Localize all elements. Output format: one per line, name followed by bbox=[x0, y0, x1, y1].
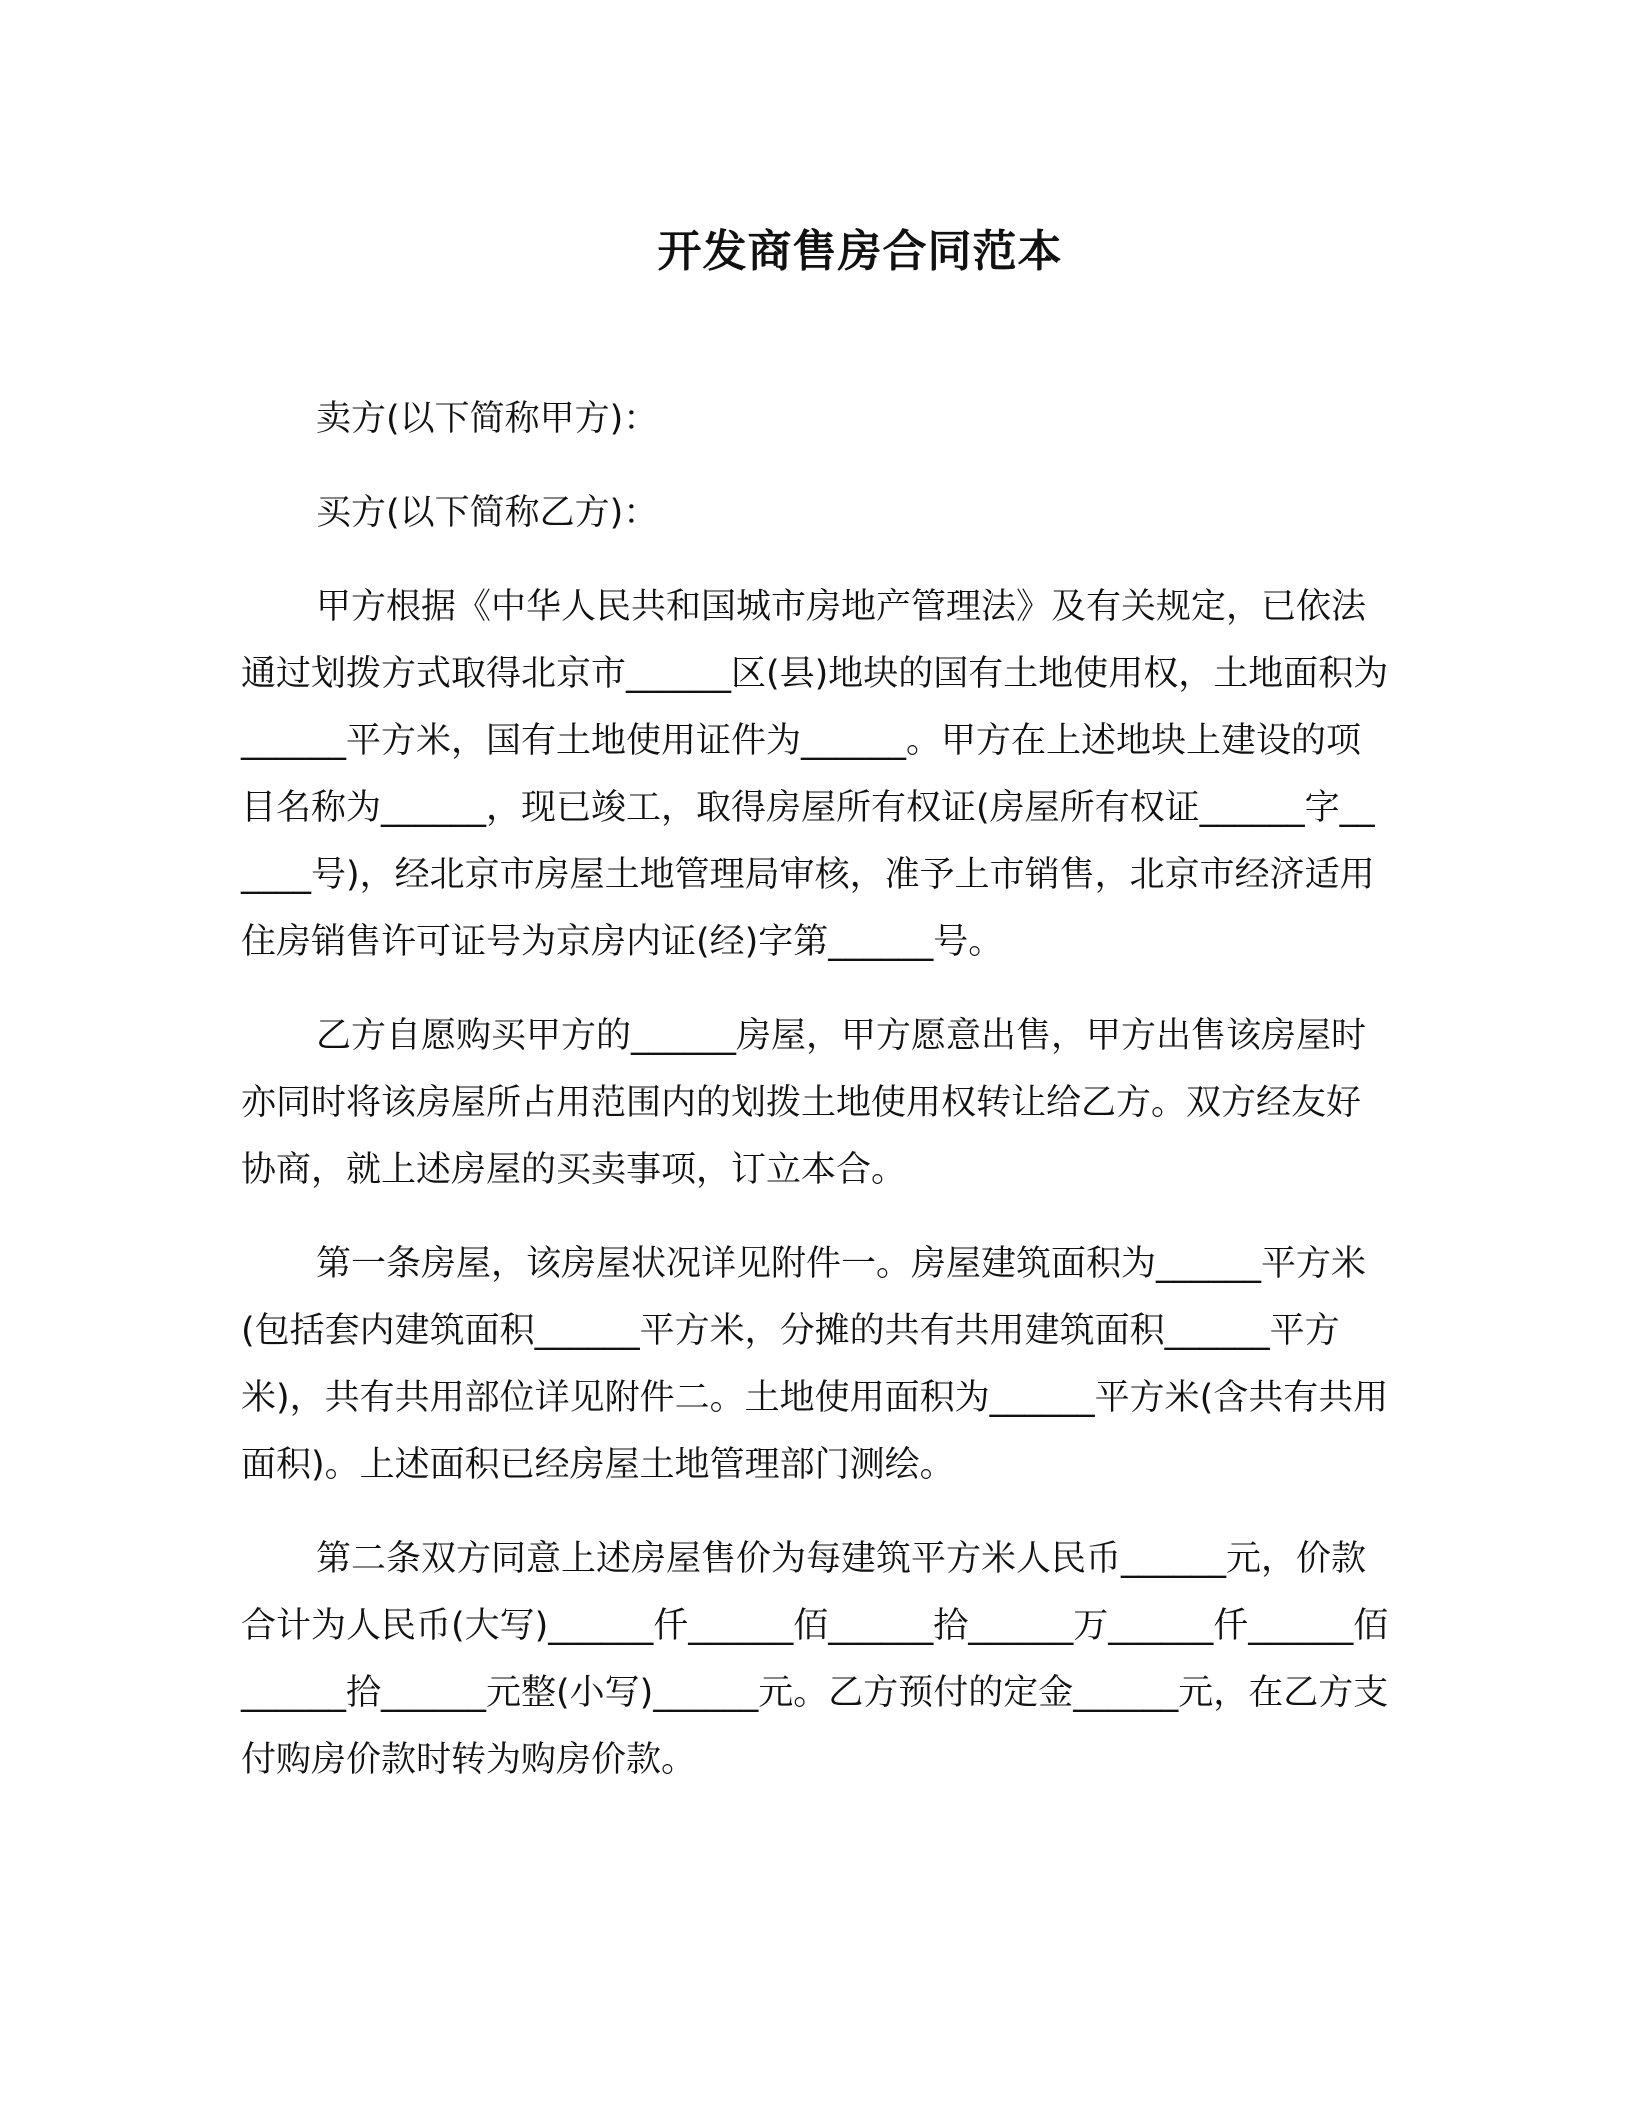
paragraph-purchase-intent: 乙方自愿购买甲方的______房屋，甲方愿意出售，甲方出售该房屋时亦同时将该房屋所占用范围内的划拨土地使用权转让给乙方。双方经友好协商，就上述房屋的买卖事项，订立本合。 bbox=[241, 1016, 1367, 1190]
paragraph-preamble: 甲方根据《中华人民共和国城市房地产管理法》及有关规定，已依法通过划拨方式取得北京市______区(县)地块的国有土地使用权，土地面积为______平方米，国有土地使用证件为______。甲方在上述地块上建设的项目名称为______，现已竣工，取得房屋所有权证(房屋所有权证______字______号)，经北京市房屋土地管理局审核，准予上市销售，北京市经济适用住房销售许可证号为京房内证(经)字第______号。 bbox=[241, 587, 1389, 962]
paragraph-article-1: 第一条房屋，该房屋状况详见附件一。房屋建筑面积为______平方米(包括套内建筑面积______平方米，分摊的共有共用建筑面积______平方米)，共有共用部位详见附件二。土地使用面积为______平方米(含共有共用面积)。上述面积已经房屋土地管理部门测绘。 bbox=[241, 1244, 1389, 1485]
document-title: 开发商售房合同范本 bbox=[657, 226, 1063, 277]
seller-line: 卖方(以下简称甲方)： bbox=[316, 399, 659, 439]
document-body bbox=[241, 386, 1391, 1821]
paragraph-article-2: 第二条双方同意上述房屋售价为每建筑平方米人民币______元，价款合计为人民币(大写)______仟______佰______拾______万______仟______佰______拾______元整(小写)______元。乙方预付的定金______元，在乙方支付购房价款时转为购房价款。 bbox=[241, 1539, 1389, 1780]
buyer-line: 买方(以下简称乙方)： bbox=[316, 493, 659, 533]
